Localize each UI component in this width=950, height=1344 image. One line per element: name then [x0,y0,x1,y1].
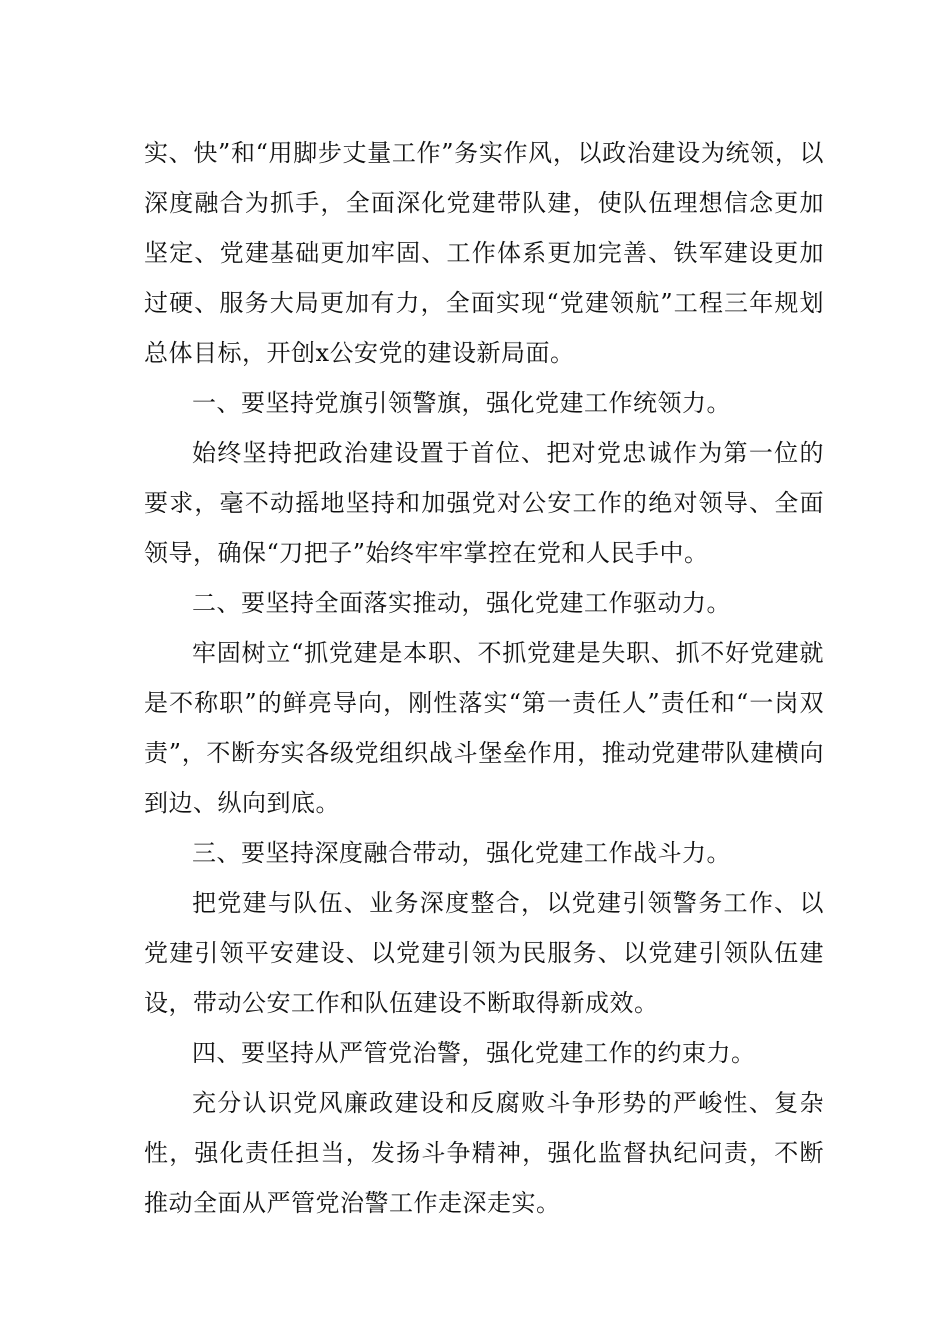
paragraph-3: 把党建与队伍、业务深度整合，以党建引领警务工作、以党建引领平安建设、以党建引领为民服务、以党建引领队伍建设，带动公安工作和队伍建设不断取得新成效。 [144,889,824,1017]
paragraph-1: 始终坚持把政治建设置于首位、把对党忠诚作为第一位的要求，毫不动摇地坚持和加强党对公安工作的绝对领导、全面领导，确保“刀把子”始终牢牢掌控在党和人民手中。 [144,439,824,567]
paragraph-4: 充分认识党风廉政建设和反腐败斗争形势的严峻性、复杂性，强化责任担当，发扬斗争精神，强化监督执纪问责，不断推动全面从严管党治警工作走深走实。 [144,1089,824,1217]
paragraph-2: 牢固树立“抓党建是本职、不抓党建是失职、抓不好党建就是不称职”的鲜亮导向，刚性落实“第一责任人”责任和“一岗双责”，不断夯实各级党组织战斗堡垒作用，推动党建带队建横向到边、纵向到底。 [144,639,824,817]
paragraph-continued: 实、快”和“用脚步丈量工作”务实作风，以政治建设为统领，以深度融合为抓手，全面深化党建带队建，使队伍理想信念更加坚定、党建基础更加牢固、工作体系更加完善、铁军建设更加过硬、服务大局更加有力，全面实现“党建领航”工程三年规划总体目标，开创x公安党的建设新局面。 [144,139,824,367]
document-body [144,128,824,1228]
section-heading-1: 一、要坚持党旗引领警旗，强化党建工作统领力。 [192,389,731,417]
section-heading-4: 四、要坚持从严管党治警，强化党建工作的约束力。 [192,1039,756,1067]
section-heading-3: 三、要坚持深度融合带动，强化党建工作战斗力。 [192,839,731,867]
section-heading-2: 二、要坚持全面落实推动，强化党建工作驱动力。 [192,589,731,617]
